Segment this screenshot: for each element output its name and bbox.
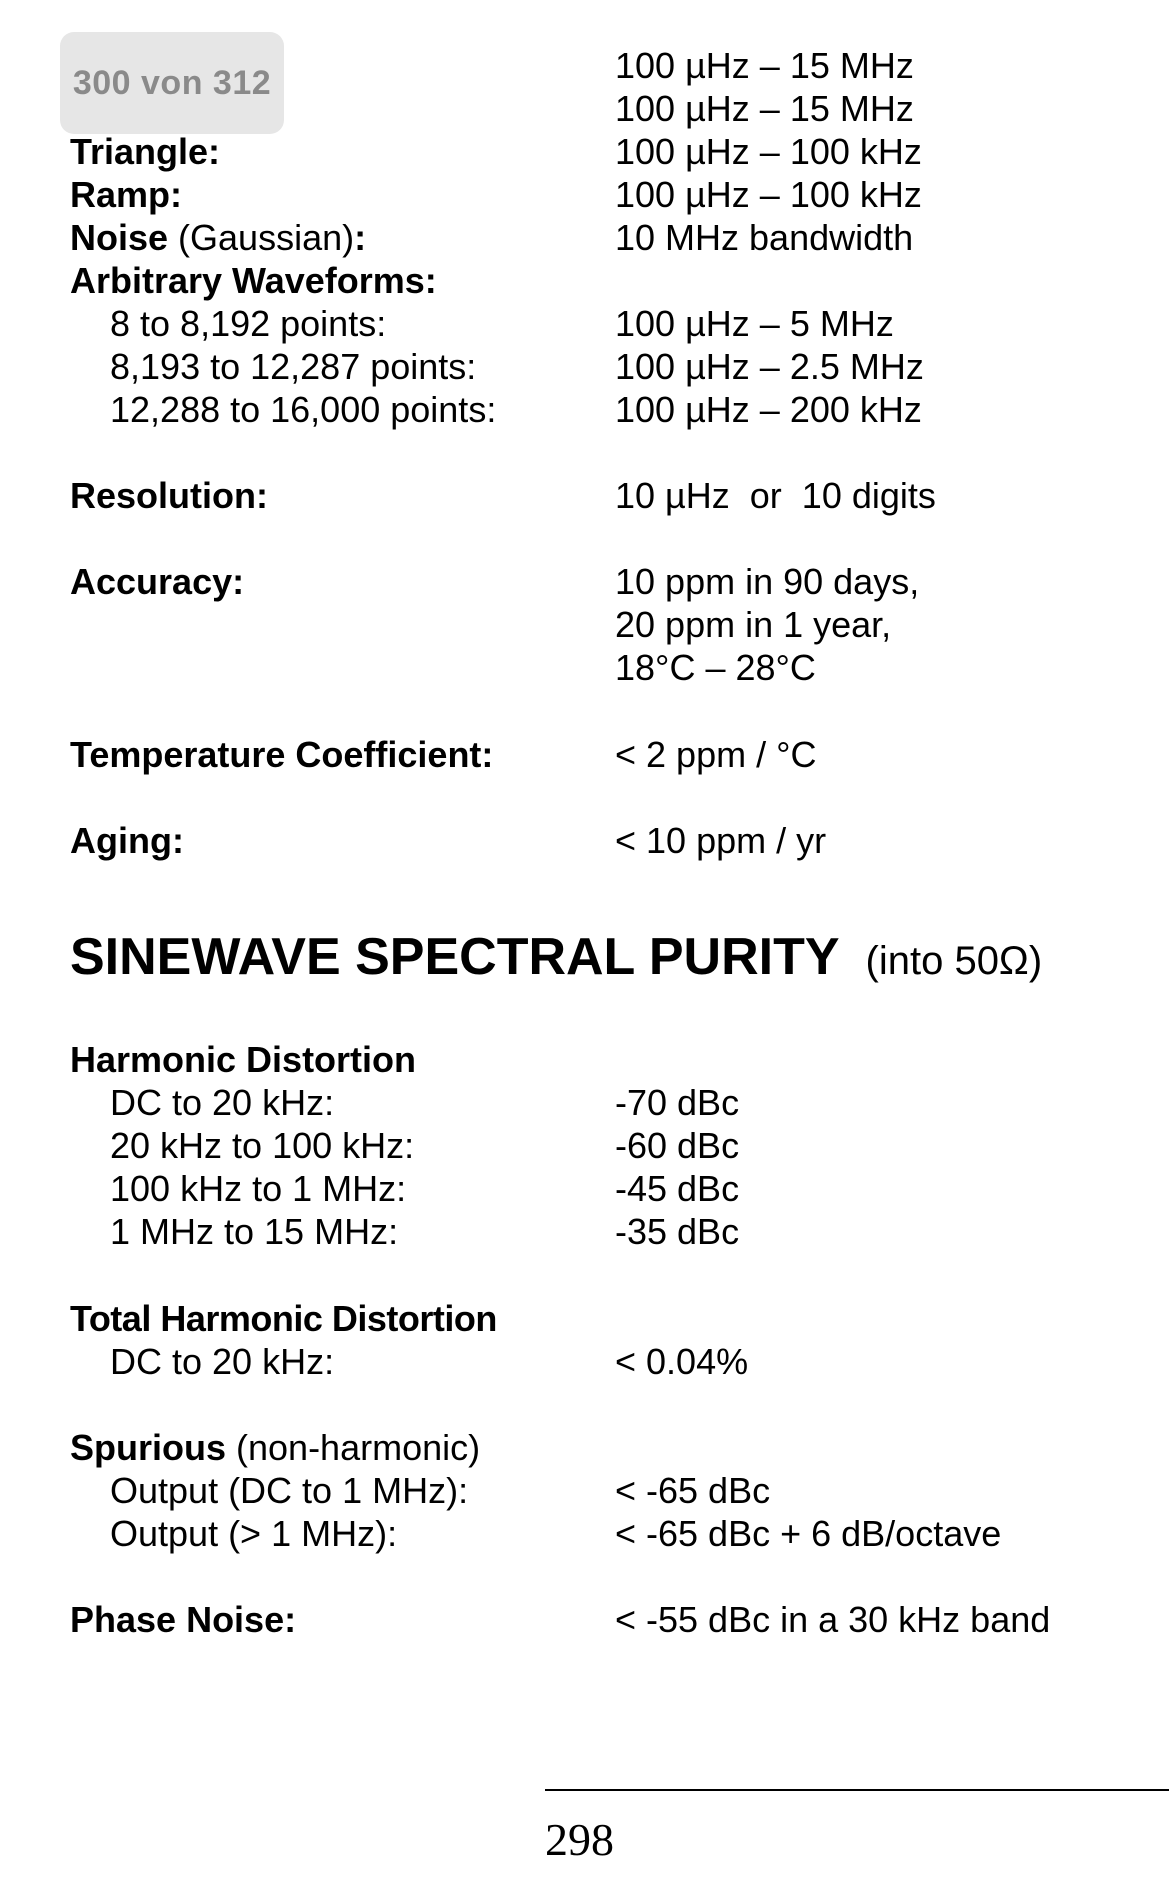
spurious-label-note: (non-harmonic) bbox=[226, 1427, 481, 1468]
spurious-value-2: < -65 dBc + 6 dB/octave bbox=[615, 1513, 1002, 1554]
spurious-label-bold: Spurious bbox=[70, 1427, 227, 1468]
hd-value-3: -45 dBc bbox=[615, 1168, 740, 1209]
spurious-label bbox=[70, 1426, 480, 1470]
spurious-range-1: Output (DC to 1 MHz): bbox=[110, 1470, 469, 1511]
accuracy-label: Accuracy: bbox=[70, 561, 245, 602]
frequency-value-1: 100 µHz – 15 MHz bbox=[615, 45, 914, 86]
arb-range-3-value: 100 µHz – 200 kHz bbox=[615, 389, 922, 430]
spurious-value-1: < -65 dBc bbox=[615, 1470, 771, 1511]
page-indicator-badge[interactable]: 300 von 312 bbox=[60, 32, 284, 134]
temp-coefficient-value: < 2 ppm / °C bbox=[615, 734, 817, 775]
temp-coefficient-label: Temperature Coefficient: bbox=[70, 734, 494, 775]
noise-label-bold: Noise bbox=[70, 217, 169, 258]
thd-value-1: < 0.04% bbox=[615, 1341, 749, 1382]
ramp-value: 100 µHz – 100 kHz bbox=[615, 174, 922, 215]
hd-range-1: DC to 20 kHz: bbox=[110, 1082, 335, 1123]
triangle-value: 100 µHz – 100 kHz bbox=[615, 131, 922, 172]
hd-range-3: 100 kHz to 1 MHz: bbox=[110, 1168, 407, 1209]
accuracy-value-2: 20 ppm in 1 year, bbox=[615, 604, 892, 645]
thd-label: Total Harmonic Distortion bbox=[70, 1298, 497, 1339]
hd-range-4: 1 MHz to 15 MHz: bbox=[110, 1211, 399, 1252]
hd-value-4: -35 dBc bbox=[615, 1211, 740, 1252]
resolution-label: Resolution: bbox=[70, 475, 268, 516]
footer-divider bbox=[545, 1789, 1169, 1791]
phase-noise-value: < -55 dBc in a 30 kHz band bbox=[615, 1599, 1051, 1640]
arbitrary-waveforms-label: Arbitrary Waveforms: bbox=[70, 260, 437, 301]
hd-value-1: -70 dBc bbox=[615, 1082, 740, 1123]
phase-noise-label: Phase Noise: bbox=[70, 1599, 297, 1640]
accuracy-value-3: 18°C – 28°C bbox=[615, 647, 816, 688]
spurious-range-2: Output (> 1 MHz): bbox=[110, 1513, 398, 1554]
hd-range-2: 20 kHz to 100 kHz: bbox=[110, 1125, 415, 1166]
section-title bbox=[70, 925, 1042, 993]
arb-range-1-value: 100 µHz – 5 MHz bbox=[615, 303, 894, 344]
frequency-value-2: 100 µHz – 15 MHz bbox=[615, 88, 914, 129]
hd-value-2: -60 dBc bbox=[615, 1125, 740, 1166]
triangle-label: Triangle: bbox=[70, 131, 221, 172]
page-number: 298 bbox=[545, 1814, 614, 1865]
noise-label-note: (Gaussian) bbox=[168, 217, 355, 258]
arb-range-2-value: 100 µHz – 2.5 MHz bbox=[615, 346, 924, 387]
arb-range-1-label: 8 to 8,192 points: bbox=[110, 303, 387, 344]
accuracy-value-1: 10 ppm in 90 days, bbox=[615, 561, 920, 602]
noise-label bbox=[70, 216, 366, 260]
noise-value: 10 MHz bandwidth bbox=[615, 217, 914, 258]
aging-label: Aging: bbox=[70, 820, 184, 861]
section-title-note: (into 50Ω) bbox=[865, 939, 1043, 983]
harmonic-distortion-label: Harmonic Distortion bbox=[70, 1039, 417, 1080]
thd-range-1: DC to 20 kHz: bbox=[110, 1341, 335, 1382]
section-title-text: SINEWAVE SPECTRAL PURITY bbox=[70, 928, 840, 986]
noise-label-colon: : bbox=[354, 217, 367, 258]
resolution-value: 10 µHz or 10 digits bbox=[615, 475, 936, 516]
arb-range-2-label: 8,193 to 12,287 points: bbox=[110, 346, 477, 387]
arb-range-3-label: 12,288 to 16,000 points: bbox=[110, 389, 497, 430]
aging-value: < 10 ppm / yr bbox=[615, 820, 827, 861]
ramp-label: Ramp: bbox=[70, 174, 183, 215]
